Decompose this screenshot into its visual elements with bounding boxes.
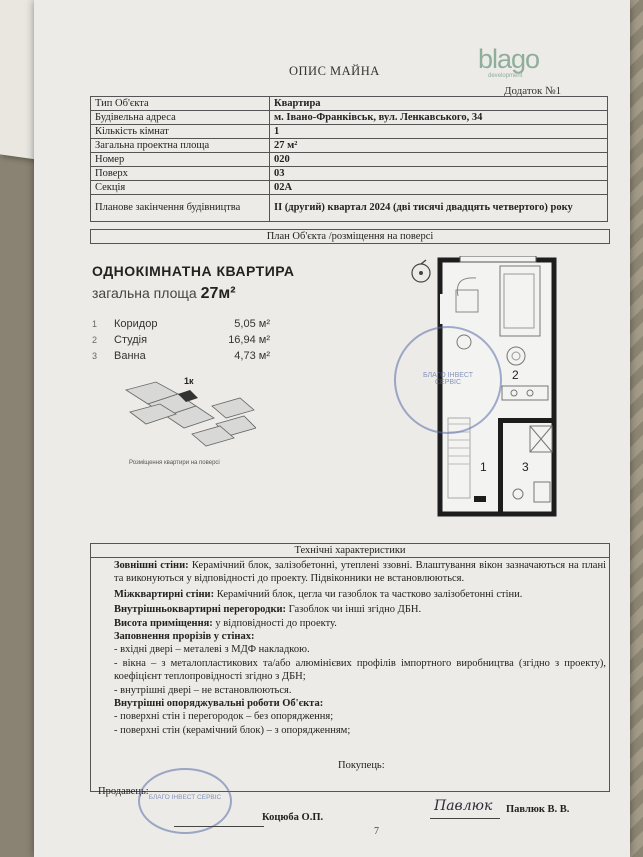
logo-subtitle: development	[488, 73, 523, 79]
info-value: 1	[270, 125, 608, 139]
tech-paragraph: Внутрішньоквартирні перегородки: Газоблок чи інші згідно ДБН.	[114, 604, 422, 616]
tech-paragraph: Заповнення прорізів у стінах:	[114, 631, 255, 643]
mini-caption: Розміщення квартири на поверсі	[129, 460, 220, 466]
mini-label: 1к	[184, 376, 194, 386]
tech-line: - вікна – з металопластикових та/або алюмінієвих профілів імпортного виробництва (згідно з проекту), коефіцієнт теплопровідності згідно з ДБН;	[114, 657, 606, 683]
info-key: Планове закінчення будівництва	[91, 195, 270, 222]
table-row	[91, 97, 608, 111]
info-key: Номер	[91, 153, 270, 167]
room-mark: 1	[480, 460, 487, 474]
tech-paragraph: Зовнішні стіни: Керамічний блок, залізобетонні, утеплені ззовні. Влаштування вікон зазначаються на плані та виконуються у відповідності до проекту. Підвіконники не встановлюються.	[114, 560, 606, 585]
tech-paragraph: Висота приміщення: у відповідності до проекту.	[114, 617, 337, 629]
room-row: 1 Коридор 5,05 м²	[92, 318, 270, 330]
room-name: Ванна	[114, 350, 146, 362]
info-key: Поверх	[91, 167, 270, 181]
info-value: 02А	[270, 181, 608, 195]
tech-paragraph: Міжквартирні стіни: Керамічний блок, цегла чи газоблок та частково залізобетонні стіни.	[114, 588, 523, 600]
room-mark: 3	[522, 460, 529, 474]
info-key: Секція	[91, 181, 270, 195]
tech-header: Технічні характеристики	[90, 543, 610, 558]
company-stamp: БЛАГО ІНВЕСТ СЕРВІС	[394, 326, 502, 434]
floor-location-diagram	[116, 378, 256, 458]
room-name: Коридор	[114, 318, 158, 330]
info-value: ІІ (другий) квартал 2024 (дві тисячі двадцять четвертого) року	[270, 195, 608, 222]
info-value: 020	[270, 153, 608, 167]
area-label: загальна площа	[92, 285, 197, 301]
room-row: 3 Ванна 4,73 м²	[92, 350, 270, 362]
blago-logo: blago	[478, 44, 540, 74]
buyer-label: Покупець:	[338, 760, 385, 771]
room-area: 16,94 м²	[228, 334, 270, 346]
seller-label: Продавець:	[98, 786, 149, 797]
tech-line: - поверхні стін і перегородок – без опорядження;	[114, 711, 334, 723]
buyer-name: Павлюк В. В.	[506, 804, 570, 815]
room-area: 4,73 м²	[234, 350, 270, 362]
room-area: 5,05 м²	[234, 318, 270, 330]
tech-paragraph: Внутрішні опоряджувальні роботи Об'єкта:	[114, 698, 324, 710]
tech-specs	[114, 559, 606, 737]
table-row	[91, 181, 608, 195]
info-value: Квартира	[270, 97, 608, 111]
info-value: 27 м²	[270, 139, 608, 153]
table-row	[91, 153, 608, 167]
plan-header: План Об'єкта /розміщення на поверсі	[90, 229, 610, 244]
seller-name: Коцюба О.П.	[262, 812, 324, 823]
table-row	[91, 195, 608, 222]
seller-sign-line	[174, 826, 264, 827]
info-key: Будівельна адреса	[91, 111, 270, 125]
buyer-sign-line	[430, 818, 500, 819]
plan-area	[92, 285, 236, 303]
table-row	[91, 111, 608, 125]
table-row	[91, 167, 608, 181]
tech-line: - поверхні стін (керамічний блок) – з опорядженням;	[114, 724, 351, 736]
document-title: ОПИС МАЙНА	[289, 64, 380, 78]
seller-stamp: БЛАГО ІНВЕСТ СЕРВІС	[138, 768, 232, 834]
room-name: Студія	[114, 334, 148, 346]
tech-line: - внутрішні двері – не встановлюються.	[114, 684, 292, 696]
room-row: 2 Студія 16,94 м²	[92, 334, 270, 346]
table-row	[91, 125, 608, 139]
buyer-signature: Павлюк	[434, 798, 493, 814]
plan-title: ОДНОКІМНАТНА КВАРТИРА	[92, 263, 295, 279]
document-page	[34, 0, 630, 857]
tech-line: - вхідні двері – металеві з МДФ накладкою.	[114, 644, 310, 656]
room-mark: 2	[512, 368, 519, 382]
object-info-table	[90, 96, 608, 222]
annex-label: Додаток №1	[504, 85, 562, 97]
table-row	[91, 139, 608, 153]
area-value: 27м²	[200, 285, 236, 302]
info-key: Тип Об'єкта	[91, 97, 270, 111]
page-number: 7	[374, 826, 379, 837]
info-value: м. Івано-Франківськ, вул. Ленкавського, 34	[270, 111, 608, 125]
info-value: 03	[270, 167, 608, 181]
compass-icon	[406, 258, 436, 288]
info-key: Кількість кімнат	[91, 125, 270, 139]
info-key: Загальна проектна площа	[91, 139, 270, 153]
